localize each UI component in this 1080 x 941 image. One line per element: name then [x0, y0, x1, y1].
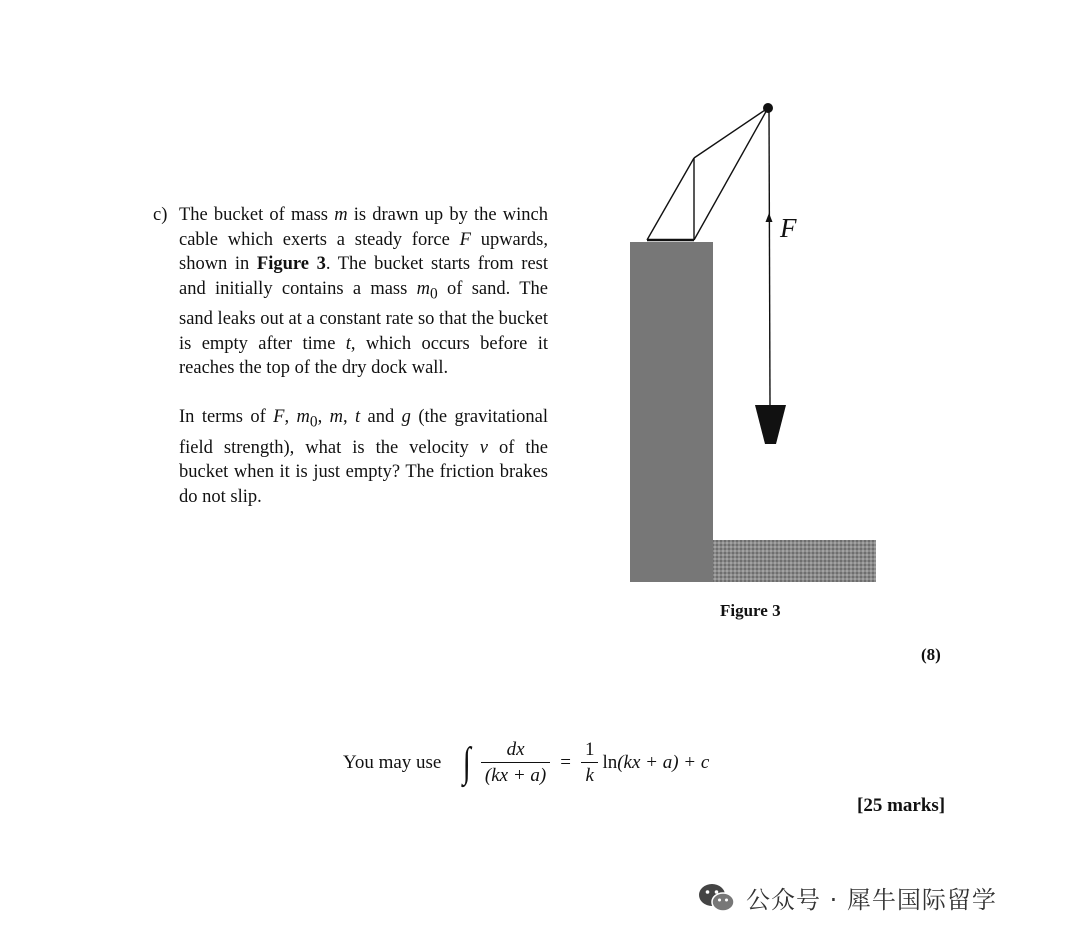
question-paragraph-1: The bucket of mass m is drawn up by the winch cable which exerts a steady force F upwards, shown in Figure 3. The bucket starts from rest and initially contains a mass $m_0$ of sand. The sand leaks out at a constant rate so that the bucket is empty after time t, which occurs before it reaches the top of the dry dock wall. — [179, 205, 549, 379]
figure-3-diagram — [620, 95, 890, 595]
lhs-fraction — [481, 739, 550, 787]
figure-reference: Figure 3 — [256, 254, 326, 275]
rhs-denominator: k — [581, 762, 597, 787]
equals-sign: = — [560, 752, 571, 773]
integral-formula — [461, 739, 709, 787]
figure-caption: Figure 3 — [720, 601, 781, 620]
question-paragraph-2: In terms of F, $m_0$, m, t and g (the gravitational field strength), what is the velocity v of the bucket when it is just empty? The friction brakes do not slip. — [179, 407, 548, 507]
question-marks: (8) — [921, 645, 941, 664]
total-marks: [25 marks] — [857, 795, 946, 816]
dock-wall — [630, 242, 713, 582]
question-body — [179, 203, 548, 510]
ln-operator: ln — [602, 752, 618, 773]
force-arrow-icon — [766, 213, 773, 222]
dock-floor — [713, 540, 876, 582]
integral-hint — [343, 735, 709, 791]
bucket — [755, 405, 786, 444]
question-label: c) — [153, 205, 168, 225]
rhs-numerator: 1 — [584, 739, 595, 760]
hint-prefix: You may use — [343, 752, 442, 773]
question-c — [153, 203, 548, 510]
watermark — [698, 880, 997, 915]
lhs-denominator: (kx + a) — [481, 762, 550, 787]
rhs-fraction — [581, 739, 599, 787]
integral-sign: ∫ — [463, 740, 472, 786]
watermark-text: 公众号 · 犀牛国际留学 — [746, 886, 997, 914]
crane-jib — [647, 108, 768, 240]
wechat-icon — [698, 882, 736, 914]
rhs-argument: (kx + a) + c — [617, 752, 710, 773]
winch-cable — [769, 108, 770, 405]
pulley-point — [763, 103, 773, 113]
lhs-numerator: dx — [506, 739, 525, 760]
force-label: F — [780, 213, 797, 243]
